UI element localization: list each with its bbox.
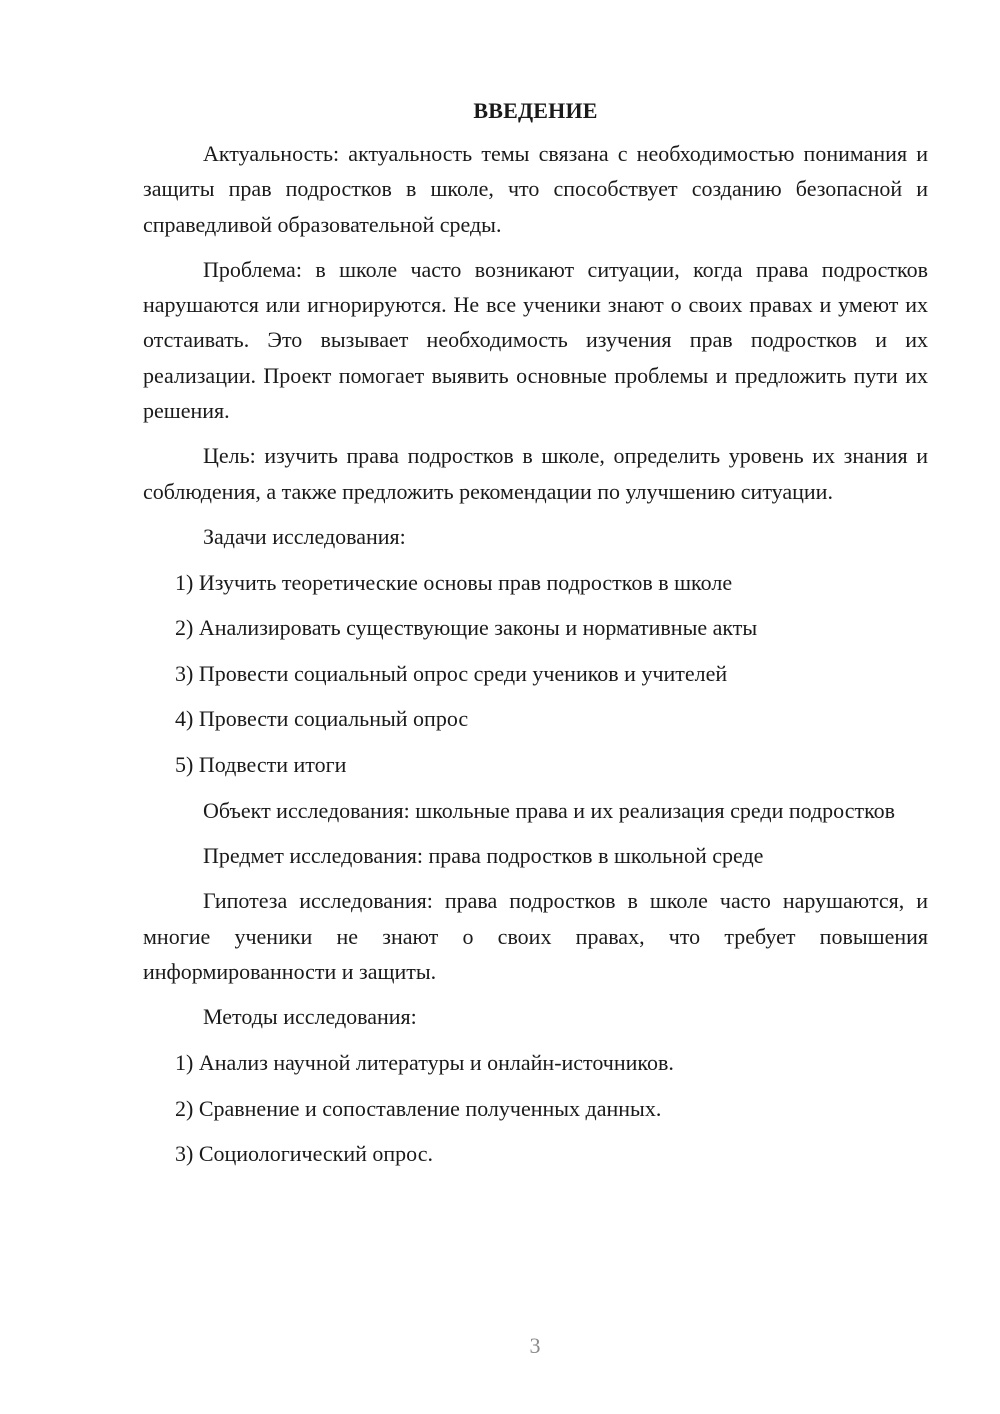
page-content (143, 94, 928, 1182)
goal-paragraph: Цель: изучить права подростков в школе, определить уровень их знания и соблюдения, а также предложить рекомендации по улучшению ситуации. (143, 443, 928, 504)
tasks-title: Задачи исследования: (203, 523, 406, 549)
method-item: 1) Анализ научной литературы и онлайн-источников. (175, 1049, 674, 1075)
relevance-paragraph: Актуальность: актуальность темы связана с необходимостью понимания и защиты прав подростков в школе, что способствует созданию безопасной и справедливой образовательной среды. (143, 141, 928, 237)
method-item: 2) Сравнение и сопоставление полученных данных. (175, 1095, 662, 1121)
task-item: 5) Подвести итоги (175, 751, 347, 777)
task-item: 1) Изучить теоретические основы прав подростков в школе (175, 569, 733, 595)
problem-paragraph: Проблема: в школе часто возникают ситуации, когда права подростков нарушаются или игнорируются. Не все ученики знают о своих правах и умеют их отстаивать. Это вызывает необходимость изучения прав подростков и их реализации. Проект помогает выявить основные проблемы и предложить пути их решения. (143, 256, 928, 424)
method-item: 3) Социологический опрос. (175, 1141, 433, 1167)
task-item: 2) Анализировать существующие законы и нормативные акты (175, 615, 758, 641)
page-number: 3 (529, 1333, 541, 1358)
object-paragraph: Объект исследования: школьные права и их реализация среди подростков (203, 797, 896, 823)
methods-title: Методы исследования: (203, 1004, 417, 1030)
task-item: 3) Провести социальный опрос среди учеников и учителей (175, 660, 728, 686)
subject-paragraph: Предмет исследования: права подростков в школьной среде (203, 842, 764, 868)
section-heading: ВВЕДЕНИЕ (473, 98, 598, 123)
task-item: 4) Провести социальный опрос (175, 706, 469, 732)
hypothesis-paragraph: Гипотеза исследования: права подростков в школе часто нарушаются, и многие ученики не знают о своих правах, что требует повышения информированности и защиты. (143, 888, 928, 985)
